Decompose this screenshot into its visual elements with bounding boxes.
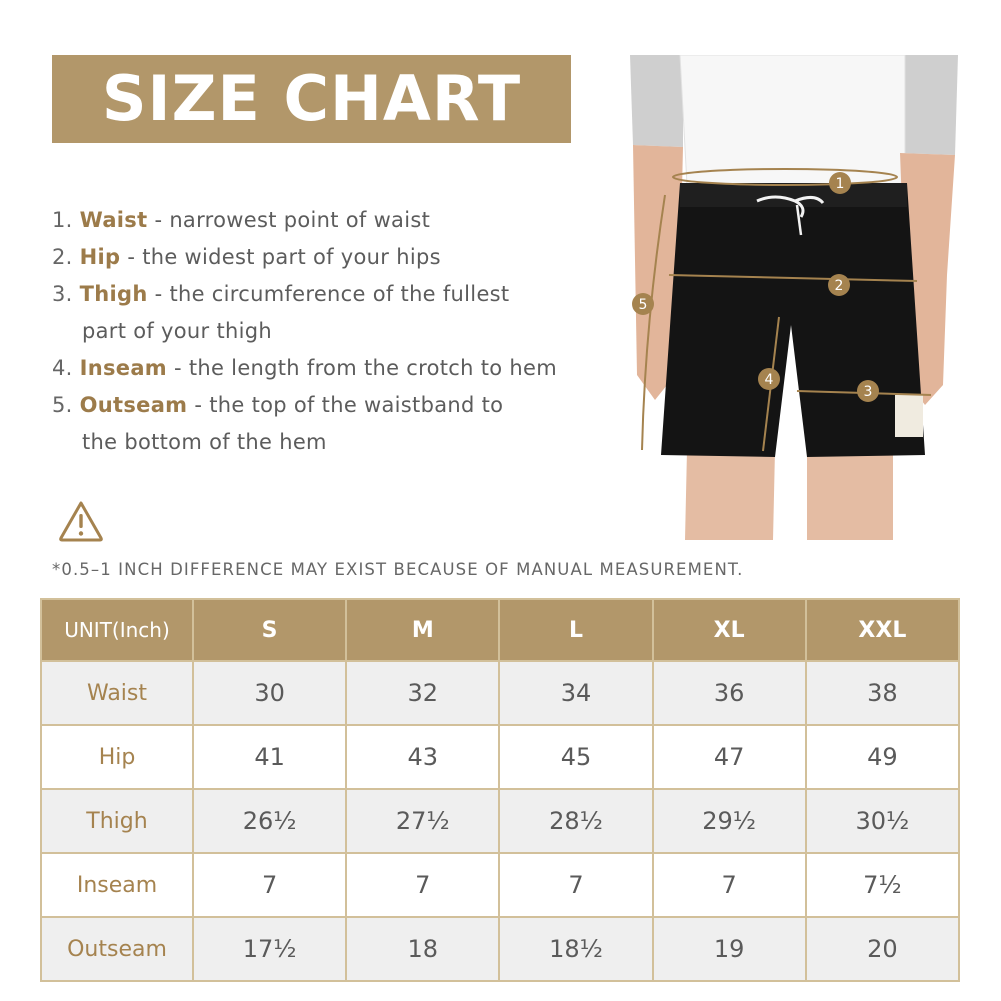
size-header-row bbox=[41, 599, 959, 661]
definition-dash: - bbox=[154, 282, 163, 306]
table-cell: 38 bbox=[806, 661, 959, 725]
table-cell: 47 bbox=[653, 725, 806, 789]
marker-label: 5 bbox=[638, 297, 648, 313]
definition-thigh-continued: part of your thigh bbox=[82, 319, 272, 343]
definition-term: Thigh bbox=[79, 282, 148, 306]
measurement-disclaimer: *0.5–1 INCH DIFFERENCE MAY EXIST BECAUSE OF MANUAL MEASUREMENT. bbox=[52, 560, 744, 579]
table-cell: 30 bbox=[193, 661, 346, 725]
table-cell: 7 bbox=[193, 853, 346, 917]
definition-term: Outseam bbox=[79, 393, 188, 417]
marker-5 bbox=[632, 293, 654, 315]
table-cell: 7 bbox=[346, 853, 499, 917]
marker-label: 4 bbox=[764, 372, 774, 388]
definition-text: the widest part of your hips bbox=[142, 245, 441, 269]
table-cell: 18 bbox=[346, 917, 499, 981]
definition-number: 3. bbox=[52, 282, 73, 306]
definition-number: 1. bbox=[52, 208, 73, 232]
table-row-hip bbox=[41, 725, 959, 789]
marker-3 bbox=[857, 380, 879, 402]
table-cell: 7 bbox=[653, 853, 806, 917]
table-cell: 28½ bbox=[499, 789, 652, 853]
definition-text: the circumference of the fullest bbox=[169, 282, 510, 306]
size-header-m: M bbox=[346, 599, 499, 661]
warning-triangle-icon bbox=[58, 500, 104, 542]
size-header-xl: XL bbox=[653, 599, 806, 661]
definition-hip bbox=[52, 239, 622, 276]
definition-thigh bbox=[52, 276, 622, 313]
table-cell: 19 bbox=[653, 917, 806, 981]
table-cell: 36 bbox=[653, 661, 806, 725]
table-row-outseam bbox=[41, 917, 959, 981]
definition-dash: - bbox=[194, 393, 203, 417]
definition-text: the length from the crotch to hem bbox=[188, 356, 557, 380]
table-cell: 41 bbox=[193, 725, 346, 789]
definition-outseam-continued: the bottom of the hem bbox=[82, 430, 327, 454]
definition-number: 4. bbox=[52, 356, 73, 380]
measurement-definitions bbox=[52, 202, 622, 461]
row-label: Inseam bbox=[41, 853, 193, 917]
table-cell: 7½ bbox=[806, 853, 959, 917]
row-label: Hip bbox=[41, 725, 193, 789]
size-table bbox=[40, 598, 960, 982]
marker-label: 3 bbox=[863, 384, 873, 400]
table-cell: 26½ bbox=[193, 789, 346, 853]
marker-label: 1 bbox=[835, 176, 845, 192]
definition-text: the top of the waistband to bbox=[209, 393, 504, 417]
table-cell: 49 bbox=[806, 725, 959, 789]
table-cell: 18½ bbox=[499, 917, 652, 981]
table-cell: 32 bbox=[346, 661, 499, 725]
table-cell: 20 bbox=[806, 917, 959, 981]
table-cell: 30½ bbox=[806, 789, 959, 853]
table-row-thigh bbox=[41, 789, 959, 853]
definition-waist bbox=[52, 202, 622, 239]
definition-term: Waist bbox=[79, 208, 148, 232]
marker-label: 2 bbox=[834, 278, 844, 294]
table-cell: 29½ bbox=[653, 789, 806, 853]
marker-2 bbox=[828, 274, 850, 296]
size-header-l: L bbox=[499, 599, 652, 661]
table-cell: 17½ bbox=[193, 917, 346, 981]
marker-1 bbox=[829, 172, 851, 194]
table-cell: 7 bbox=[499, 853, 652, 917]
table-cell: 43 bbox=[346, 725, 499, 789]
definition-text: narrowest point of waist bbox=[169, 208, 431, 232]
definition-outseam bbox=[52, 387, 622, 424]
marker-4 bbox=[758, 368, 780, 390]
page-title: SIZE CHART bbox=[101, 62, 522, 135]
row-label: Thigh bbox=[41, 789, 193, 853]
model-shorts-illustration bbox=[625, 55, 960, 540]
size-header-s: S bbox=[193, 599, 346, 661]
table-row-waist bbox=[41, 661, 959, 725]
size-header-xxl: XXL bbox=[806, 599, 959, 661]
table-cell: 34 bbox=[499, 661, 652, 725]
table-cell: 27½ bbox=[346, 789, 499, 853]
row-label: Outseam bbox=[41, 917, 193, 981]
row-label: Waist bbox=[41, 661, 193, 725]
definition-dash: - bbox=[127, 245, 136, 269]
definition-number: 5. bbox=[52, 393, 73, 417]
definition-dash: - bbox=[173, 356, 182, 380]
definition-term: Inseam bbox=[79, 356, 167, 380]
table-cell: 45 bbox=[499, 725, 652, 789]
definition-dash: - bbox=[154, 208, 163, 232]
definition-number: 2. bbox=[52, 245, 73, 269]
title-banner bbox=[52, 55, 571, 143]
unit-header: UNIT(Inch) bbox=[41, 599, 193, 661]
definition-inseam bbox=[52, 350, 622, 387]
definition-term: Hip bbox=[79, 245, 121, 269]
table-row-inseam bbox=[41, 853, 959, 917]
